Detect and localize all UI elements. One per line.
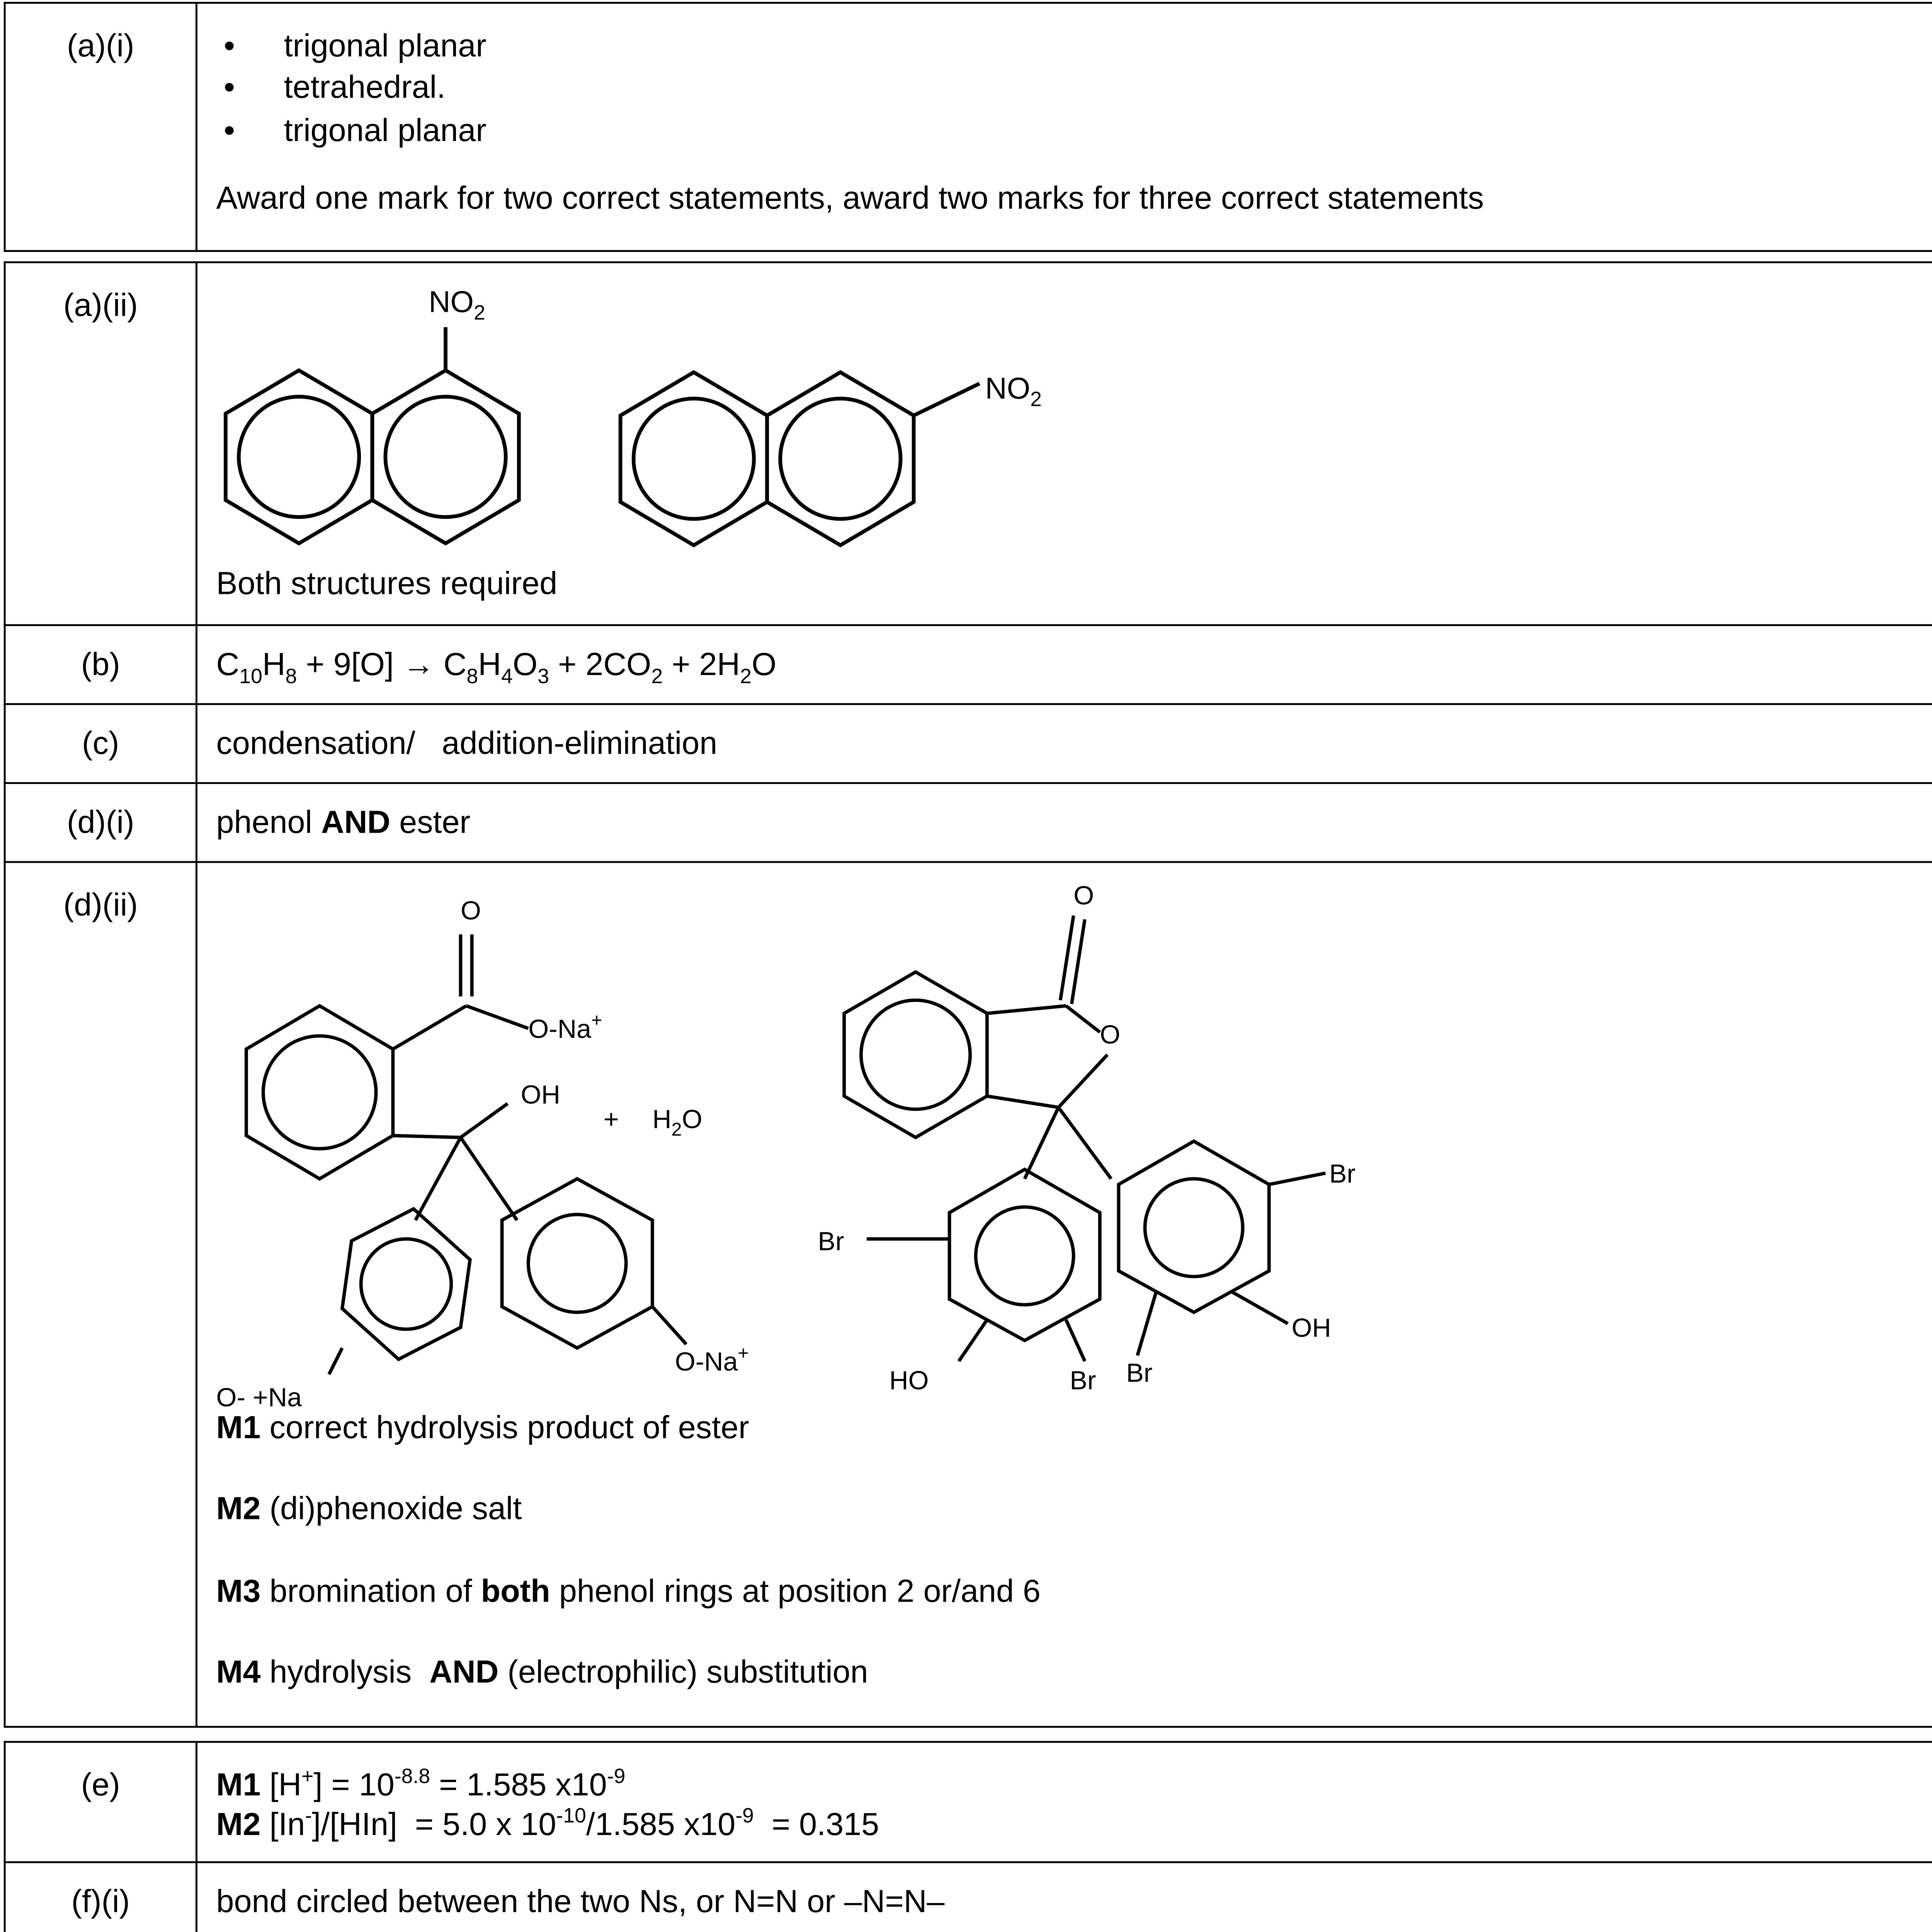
oh-label: OH — [1291, 1313, 1331, 1343]
marking-note: Award one mark for two correct statements, award two marks for three correct statements — [216, 181, 1484, 217]
marking-note: Both structures required — [216, 566, 558, 602]
nitronaphthalene-structures — [216, 263, 1119, 560]
marking-point-m1: M1 correct hydrolysis product of ester — [216, 1410, 749, 1446]
row-e — [5, 1742, 1932, 1862]
ho-label: HO — [889, 1366, 929, 1395]
br-label: Br — [1070, 1366, 1096, 1395]
question-number: (b) — [5, 625, 196, 704]
bromination-product — [844, 916, 1326, 1361]
question-number: (d)(i) — [5, 783, 196, 862]
answer-cell — [196, 262, 1932, 625]
marking-point-m2: M2 (di)phenoxide salt — [216, 1492, 522, 1527]
marking-point-m3: M3 bromination of both phenol rings at position 2 or/and 6 — [216, 1573, 1041, 1609]
br-label: Br — [1126, 1358, 1153, 1388]
no2-label: $NO_2$ — [985, 372, 1042, 411]
answer-cell — [196, 862, 1932, 1727]
water-label: $H_2O$ — [652, 1104, 702, 1140]
no2-label: $NO_2$ — [429, 285, 485, 325]
ring-o-label: O — [1100, 1020, 1121, 1049]
question-number: (d)(ii) — [5, 862, 196, 1727]
answer-text: phenol AND ester — [196, 783, 1932, 862]
row-c — [5, 704, 1932, 783]
row-b — [5, 625, 1932, 704]
row-d-ii — [5, 862, 1932, 1727]
table-a-i — [4, 2, 1932, 252]
question-number: (e) — [5, 1742, 196, 1862]
equation: $C_{10}H_8 + 9[O] \to C_8H_4O_3 + 2CO_2 + 2H_2O$ — [196, 625, 1932, 704]
answer-cell — [196, 1742, 1932, 1862]
phenoxide-label: O- +Na — [216, 1383, 302, 1412]
table-a-ii-to-d-ii — [4, 261, 1932, 1728]
plus-sign: + — [603, 1104, 619, 1134]
marking-point-m4: M4 hydrolysis AND (electrophilic) substitution — [216, 1655, 868, 1691]
oh-label: OH — [520, 1080, 560, 1110]
bullet-item: • tetrahedral. — [216, 68, 1932, 111]
phenoxide-label: O-Na+ — [675, 1342, 749, 1377]
bullet-item: • trigonal planar — [216, 26, 1932, 68]
row-a-i — [5, 3, 1932, 251]
question-number: (a)(ii) — [5, 262, 196, 625]
question-number: (c) — [5, 704, 196, 783]
marking-point-m1: M1 $[H^+] = 10^{-8.8} = 1.585$ $x10^{-9}$ — [216, 1766, 626, 1803]
answer-cell — [196, 3, 1932, 251]
carbonyl-o-label: O — [1073, 881, 1094, 910]
answer-text: condensation/ addition-elimination — [196, 704, 1932, 783]
hydrolysis-product — [246, 934, 686, 1374]
br-label: Br — [818, 1226, 844, 1256]
bullet-item: • trigonal planar — [216, 111, 1932, 153]
answer-text: bond circled between the two Ns, or N=N or –N=N– — [196, 1862, 1932, 1932]
table-e-to-g-ii — [4, 1741, 1932, 1932]
marking-point-m2: M2 [In-]/[HIn] = 5.0 x $10^{-10}/1.585$ $x10^{-9} = 0.315$ — [216, 1806, 879, 1843]
row-f-i — [5, 1862, 1932, 1932]
carboxylate-label: O-Na+ — [528, 1010, 602, 1044]
1-nitronaphthalene — [226, 327, 519, 544]
hydrolysis-bromination-structures — [216, 863, 1420, 1412]
br-label: Br — [1329, 1159, 1356, 1189]
bullet-list — [216, 26, 1932, 153]
row-d-i — [5, 783, 1932, 862]
carbonyl-o-label: O — [461, 896, 481, 925]
question-number: (a)(i) — [5, 3, 196, 251]
row-a-ii — [5, 262, 1932, 625]
2-nitronaphthalene — [621, 372, 980, 545]
question-number: (f)(i) — [5, 1862, 196, 1932]
